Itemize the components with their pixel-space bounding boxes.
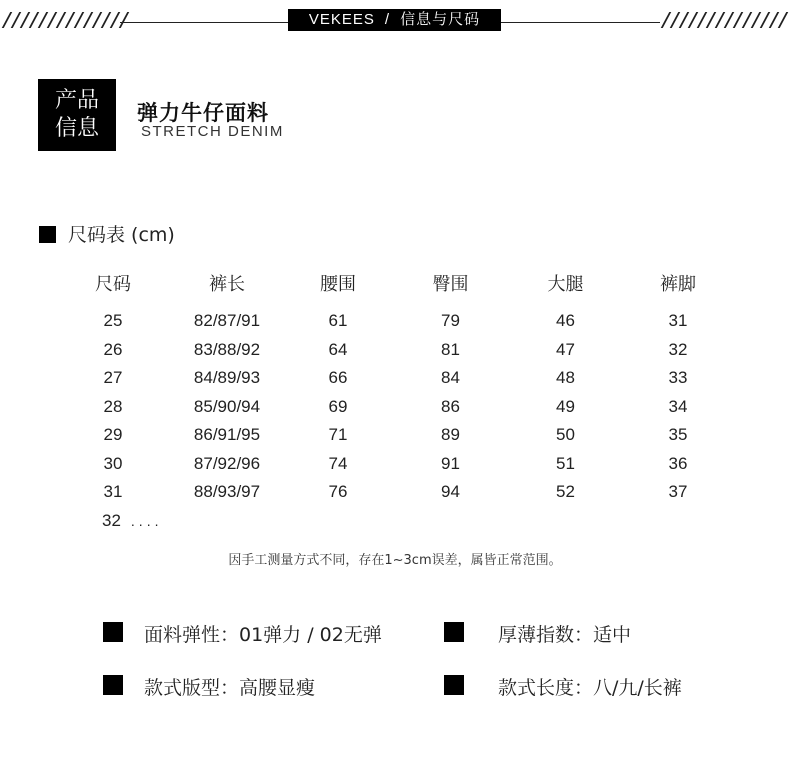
cell-hem: 35 — [668, 425, 688, 445]
cell-thigh: 52 — [556, 482, 575, 502]
cell-hip: 91 — [441, 453, 460, 473]
size-table — [60, 267, 738, 535]
cell-size: 26 — [103, 339, 123, 359]
cell-size: 28 — [103, 396, 123, 416]
cell-waist: 66 — [328, 368, 348, 388]
cell-waist: 64 — [328, 339, 348, 359]
square-bullet-icon — [103, 675, 123, 695]
column-header-hip: 臀围 — [432, 274, 469, 295]
table-row — [60, 450, 738, 479]
square-bullet-icon — [39, 226, 56, 243]
cell-waist: 76 — [328, 482, 348, 502]
square-bullet-icon — [103, 622, 123, 642]
table-row — [60, 336, 738, 365]
product-info-badge — [38, 79, 116, 151]
header-tag — [288, 9, 501, 31]
cell-thigh: 50 — [556, 425, 575, 445]
cell-hip: 94 — [441, 482, 460, 502]
cell-hip: 89 — [441, 425, 460, 445]
more-size-value: 32 — [102, 510, 121, 530]
size-chart-heading-text: 尺码表 (cm) — [68, 224, 175, 246]
cell-thigh: 49 — [556, 396, 575, 416]
cell-waist: 71 — [328, 425, 348, 445]
table-row — [60, 478, 738, 507]
column-header-thigh: 大腿 — [547, 274, 584, 295]
header-separator: / — [384, 11, 391, 28]
cell-length: 82/87/91 — [193, 311, 261, 331]
cell-hip: 84 — [441, 368, 460, 388]
table-row — [60, 421, 738, 450]
more-size-ellipsis: .... — [130, 512, 163, 529]
cell-more-sizes — [60, 507, 738, 536]
table-row — [60, 364, 738, 393]
square-bullet-icon — [444, 622, 464, 642]
table-row — [60, 393, 738, 422]
cell-size: 31 — [103, 482, 123, 502]
cell-size: 30 — [103, 453, 123, 473]
header-section: 信息与尺码 — [400, 11, 481, 28]
cell-waist: 74 — [328, 453, 348, 473]
square-bullet-icon — [444, 675, 464, 695]
cell-length: 86/91/95 — [193, 425, 261, 445]
info-badge-line-1: 产品 — [54, 88, 99, 113]
brand-name: VEKEES — [308, 11, 375, 28]
fabric-subtitle: STRETCH DENIM — [141, 123, 284, 140]
size-chart-heading — [39, 220, 175, 247]
cell-size: 27 — [103, 368, 123, 388]
cell-size: 25 — [103, 311, 123, 331]
cell-waist: 69 — [328, 396, 348, 416]
attribute-length-text: 款式长度：八/九/长裤 — [498, 677, 682, 699]
cell-hem: 33 — [668, 368, 688, 388]
attribute-elasticity-text: 面料弹性：01弹力 / 02无弹 — [144, 624, 382, 646]
cell-size: 29 — [103, 425, 123, 445]
cell-thigh: 51 — [556, 453, 575, 473]
cell-hip: 79 — [441, 311, 460, 331]
cell-length: 88/93/97 — [193, 482, 261, 502]
cell-thigh: 46 — [556, 311, 575, 331]
cell-hip: 81 — [441, 339, 460, 359]
attribute-thickness-text: 厚薄指数：适中 — [498, 624, 632, 646]
cell-length: 83/88/92 — [193, 339, 261, 359]
cell-length: 85/90/94 — [193, 396, 261, 416]
cell-length: 87/92/96 — [193, 453, 261, 473]
cell-hem: 34 — [668, 396, 688, 416]
cell-thigh: 48 — [556, 368, 575, 388]
column-header-length: 裤长 — [209, 274, 245, 295]
attribute-fit-text: 款式版型：高腰显瘦 — [144, 677, 316, 699]
info-badge-line-2: 信息 — [54, 116, 99, 141]
column-header-size: 尺码 — [95, 274, 131, 295]
cell-hem: 37 — [668, 482, 688, 502]
header-rule-left — [0, 10, 288, 28]
cell-hem: 36 — [668, 453, 688, 473]
table-header-row — [60, 267, 738, 299]
measurement-note: 因手工测量方式不同，存在1~3cm误差，属皆正常范围。 — [228, 553, 562, 568]
column-header-hem: 裤脚 — [660, 274, 696, 295]
table-row-more — [60, 507, 738, 536]
cell-length: 84/89/93 — [193, 368, 261, 388]
cell-waist: 61 — [328, 311, 348, 331]
column-header-waist: 腰围 — [320, 274, 356, 295]
cell-hip: 86 — [441, 396, 460, 416]
fabric-title: 弹力牛仔面料 — [137, 101, 269, 125]
cell-thigh: 47 — [556, 339, 575, 359]
header-rule-right — [501, 10, 790, 28]
cell-hem: 31 — [668, 311, 688, 331]
cell-hem: 32 — [668, 339, 688, 359]
table-row — [60, 307, 738, 336]
